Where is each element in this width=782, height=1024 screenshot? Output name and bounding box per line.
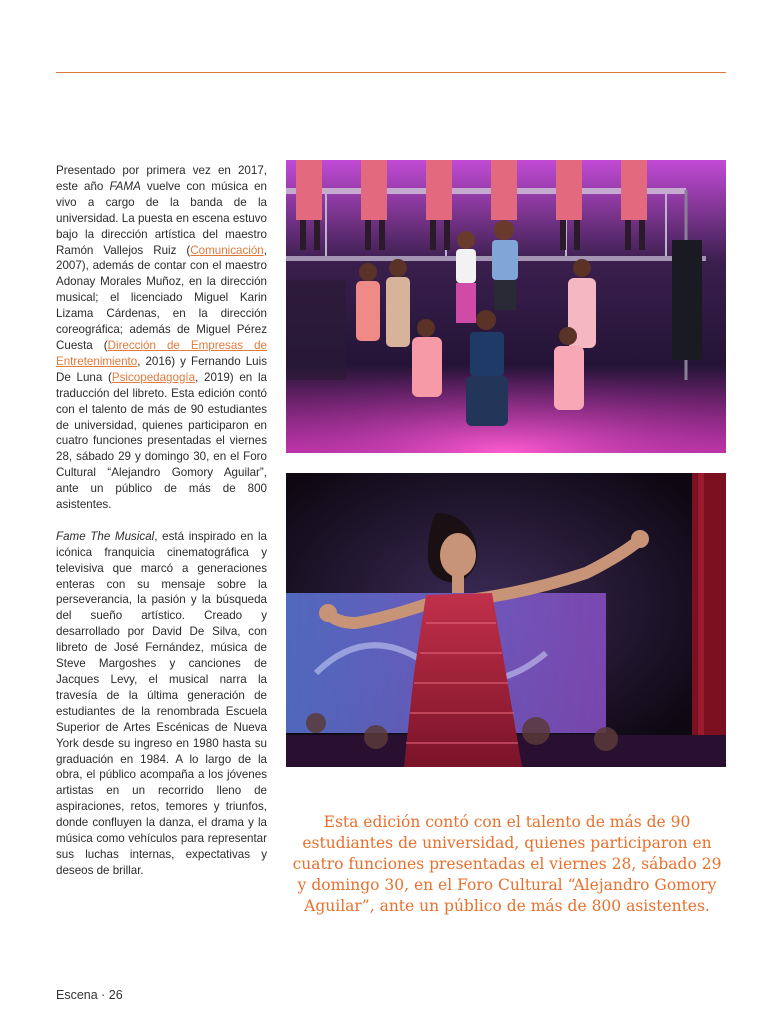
stage-group-image [286,160,726,453]
fame-musical-title: Fame The Musical [56,529,155,543]
link-comunicacion[interactable]: Comunicación [190,243,264,257]
solo-performer-photo [286,473,726,767]
solo-performer-image [286,473,726,767]
link-psicopedagogia[interactable]: Psicopedagogía [111,370,196,384]
link-direccion-empresas[interactable]: Dirección de Empresas de Entretenimiento [56,338,267,368]
fama-title: FAMA [109,179,141,193]
stage-group-photo [286,160,726,453]
page-footer: Escena · 26 [56,988,123,1002]
pull-quote: Esta edición contó con el talento de más de 90 estudiantes de universidad, quienes participaron en cuatro funciones presentadas el viernes 28, sábado 29 y domingo 30, en el Foro Cultural “Alejandro Gomory Aguilar”, ante un público de más de 800 asistentes. [292,813,722,915]
header-rule [56,72,726,73]
paragraph-2: Fame The Musical, está inspirado en la icónica franquicia cinematográfica y televisiva que marcó a generaciones enteras con su mensaje sobre la perseverancia, la pasión y la búsqueda del sueño artístico. Creado y desarrollado por David De Silva, con libreto de José Fernández, música de Steve Margoshes y canciones de Jacques Levy, el musical narra la travesía de la última generación de estudiantes de la renombrada Escuela Superior de Artes Escénicas de Nueva York desde su ingreso en 1980 hasta su graduación en 1984. A lo largo de la obra, el público acompaña a los jóvenes artistas en un recorrido lleno de aspiraciones, retos, temores y triunfos, donde confluyen la danza, el drama y la música como vehículos para representar sus luchas internas, expectativas y deseos de brillar. [56,529,267,877]
paragraph-1: Presentado por primera vez en 2017, este año FAMA vuelve con música en vivo a cargo de la banda de la universidad. La puesta en escena estuvo bajo la dirección artística del maestro Ramón Vallejos Ruiz (Comunicación, 2007), además de contar con el maestro Adonay Morales Muñoz, en la dirección musical; el licenciado Miguel Karin Lizama Cárdenas, en la dirección coreográfica; además de Miguel Pérez Cuesta (Dirección de Empresas de Entretenimiento, 2016) y Fernando Luis De Luna (Psicopedagogía, 2019) en la traducción del libreto. Esta edición contó con el talento de más de 90 estudiantes de universidad, quienes participaron en cuatro funciones presentadas el viernes 28, sábado 29 y domingo 30, en el Foro Cultural “Alejandro Gomory Aguilar”, ante un público de más de 800 asistentes. [56,164,268,512]
body-text-column [56,163,267,895]
